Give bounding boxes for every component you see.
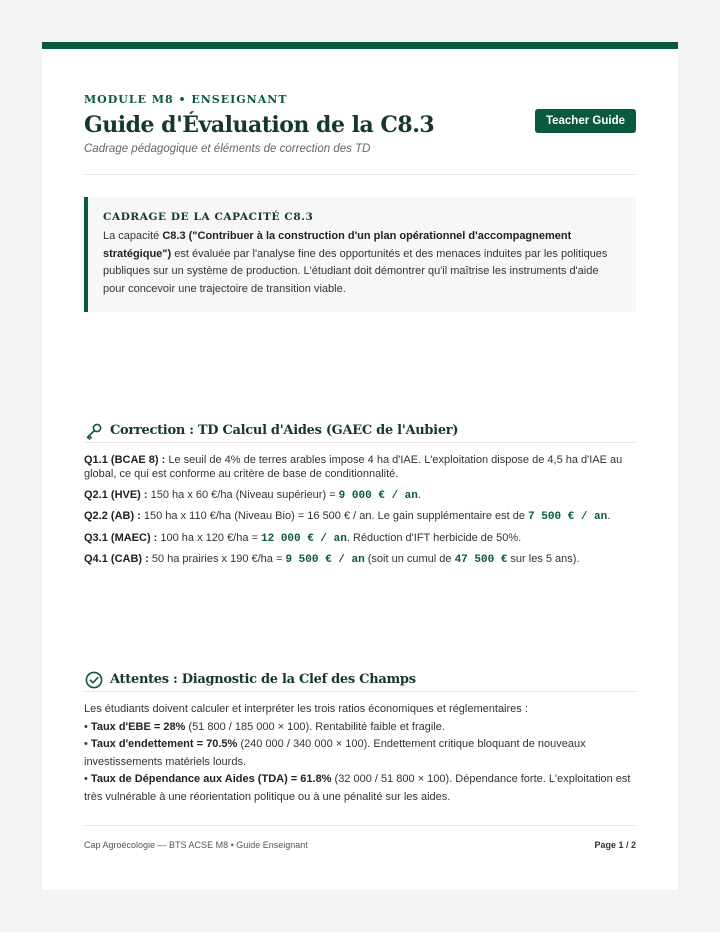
- correction-section-title: Correction : TD Calcul d'Aides (GAEC de l'Aubier): [110, 423, 459, 438]
- answer-text: 150 ha x 60 €/ha (Niveau supérieur) =: [147, 488, 339, 501]
- callout-text-bold: C8.3 ("Contribuer à la construction d'un plan opérationnel d'accompagnement stratégique"): [103, 230, 572, 260]
- answer-end: .: [607, 510, 611, 522]
- ratio-tda: [84, 771, 636, 806]
- answer-text: 50 ha prairies x 190 €/ha =: [148, 553, 286, 565]
- page-title: Guide d'Évaluation de la C8.3: [84, 112, 435, 138]
- diagnostic-expectations: [84, 701, 636, 806]
- diagnostic-section-header: [84, 668, 636, 692]
- answer-end: . Réduction d'IFT herbicide de 50%.: [346, 531, 522, 544]
- answer-end: sur les 5 ans).: [507, 553, 580, 565]
- module-kicker: MODULE M8 • ENSEIGNANT: [84, 93, 288, 106]
- page-subtitle: Cadrage pédagogique et éléments de correction des TD: [84, 143, 371, 155]
- ratio-ebe: [84, 719, 636, 737]
- footer-source: Cap Agroécologie — BTS ACSE M8 • Guide Enseignant: [84, 840, 308, 850]
- capacity-callout: [84, 197, 636, 312]
- answer-q1-1: [84, 453, 636, 481]
- answer-value: 9 000 € / an: [338, 489, 418, 502]
- answer-label: Q1.1 (BCAE 8) :: [84, 454, 166, 466]
- teacher-guide-badge: Teacher Guide: [535, 109, 636, 133]
- correction-answers: [84, 453, 636, 574]
- ratio-text: (240 000 / 340 000 × 100). Endettement critique bloquant de nouveaux investissements matériels lourds.: [84, 738, 586, 768]
- key-icon: [84, 421, 104, 441]
- answer-q2-1: [84, 488, 636, 503]
- answer-q3-1: [84, 531, 636, 546]
- ratio-text: (51 800 / 185 000 × 100). Rentabilité faible et fragile.: [185, 720, 445, 733]
- ratio-label: Taux d'EBE = 28%: [90, 720, 186, 733]
- answer-end: .: [417, 488, 421, 501]
- ratio-label: Taux d'endettement = 70.5%: [90, 738, 238, 750]
- check-circle-icon: [84, 670, 104, 690]
- answer-value: 9 500 € / an: [285, 554, 365, 566]
- diagnostic-section-title: Attentes : Diagnostic de la Clef des Champs: [110, 672, 416, 687]
- answer-text: 100 ha x 120 €/ha =: [157, 531, 262, 544]
- answer-label: Q3.1 (MAEC) :: [84, 531, 158, 544]
- answer-label: Q4.1 (CAB) :: [84, 553, 149, 565]
- document-header: [84, 93, 636, 175]
- answer-mid: (soit un cumul de: [364, 553, 455, 565]
- bullet: •: [84, 773, 91, 785]
- diagnostic-intro: Les étudiants doivent calculer et interpréter les trois ratios économiques et réglementaires :: [84, 703, 528, 715]
- page-number: Page 1 / 2: [594, 840, 636, 850]
- callout-text: [103, 228, 622, 298]
- answer-q2-2: [84, 509, 636, 524]
- answer-value: 7 500 € / an: [528, 511, 608, 523]
- page-footer: [84, 825, 636, 850]
- answer-value: 12 000 € / an: [261, 532, 347, 545]
- callout-title: CADRAGE DE LA CAPACITÉ C8.3: [103, 211, 314, 223]
- correction-section-header: [84, 419, 636, 443]
- answer-text: Le seuil de 4% de terres arables impose 4 ha d'IAE. L'exploitation dispose de 4,5 ha d'IAE au global, ce qui est conforme au critère de base de conditionnalité.: [84, 454, 623, 480]
- answer-text: 150 ha x 110 €/ha (Niveau Bio) = 16 500 € / an. Le gain supplémentaire est de: [140, 510, 529, 522]
- callout-text-post: est évaluée par l'analyse fine des opportunités et des menaces induites par les politiques publiques sur un système de production. L'étudiant doit démontrer qu'il maîtrise les instruments d'aide pour concevoir une trajectoire de transition viable.: [103, 247, 608, 295]
- bullet: •: [84, 738, 91, 750]
- ratio-text: (32 000 / 51 800 × 100). Dépendance forte. L'exploitation est très vulnérable à une réorientation politique ou à une pénalité sur les aides.: [84, 773, 631, 803]
- answer-q4-1: [84, 552, 636, 567]
- answer-label: Q2.1 (HVE) :: [84, 488, 148, 501]
- bullet: •: [84, 720, 91, 733]
- answer-value-total: 47 500 €: [454, 554, 508, 566]
- ratio-label: Taux de Dépendance aux Aides (TDA) = 61.8%: [90, 773, 332, 785]
- callout-text-pre: La capacité: [103, 230, 163, 242]
- answer-label: Q2.2 (AB) :: [84, 510, 141, 522]
- document-page: [42, 42, 678, 890]
- ratio-endettement: [84, 736, 636, 771]
